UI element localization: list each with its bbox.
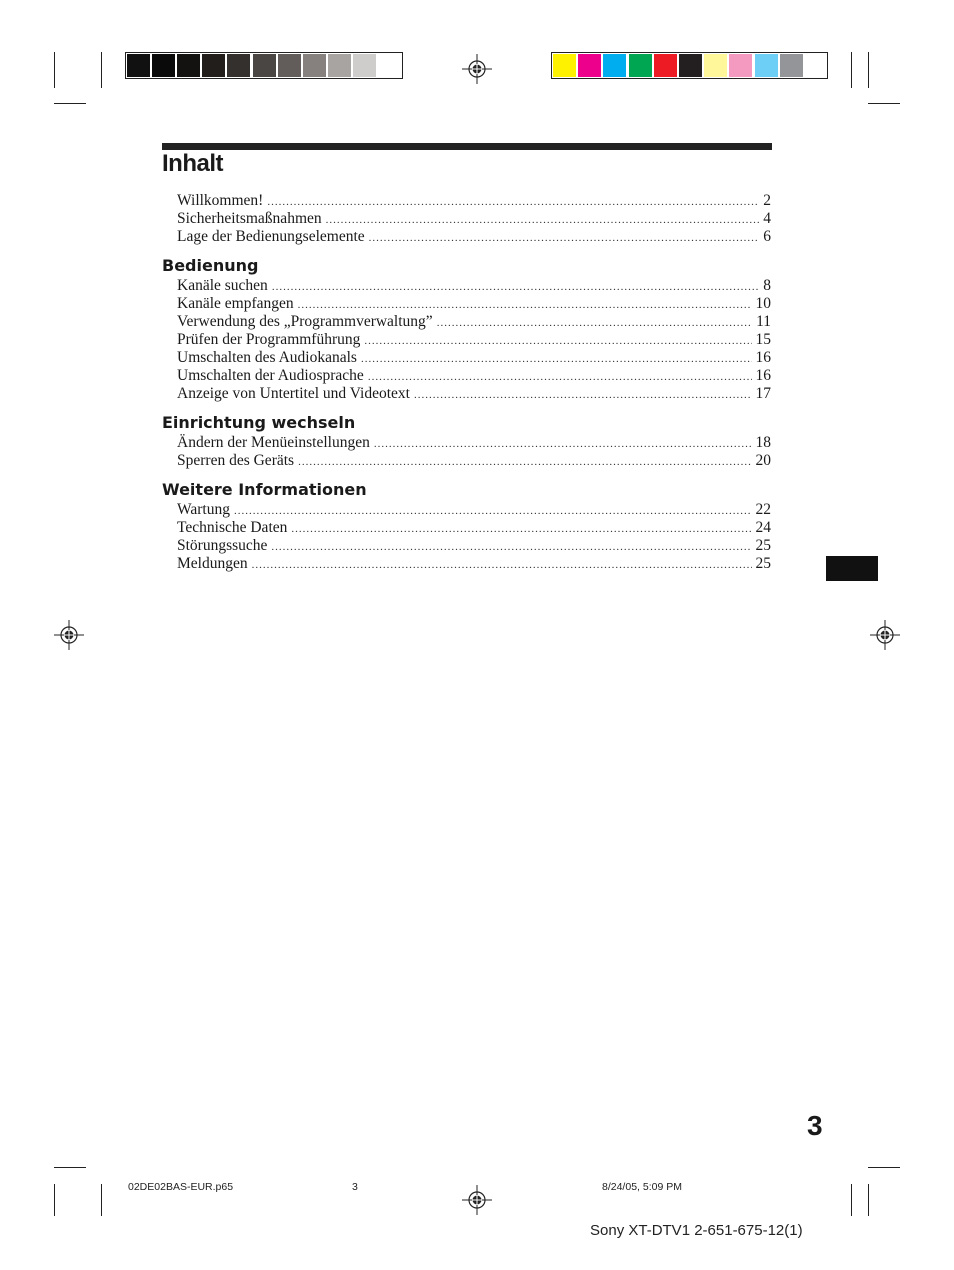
toc-leader-dots [361,350,752,368]
toc-entry-label: Sicherheitsmaßnahmen [177,210,322,227]
color-swatch [654,54,677,77]
slug-page: 3 [352,1181,358,1193]
toc-entry [177,501,771,519]
toc-entry [177,434,771,452]
toc-entry-label: Wartung [177,501,230,518]
toc-entry-label: Meldungen [177,555,248,572]
color-swatch [755,54,778,77]
color-swatch [679,54,702,77]
toc-entry-label: Umschalten des Audiokanals [177,349,357,366]
color-swatch [578,54,601,77]
toc-entry-page: 20 [755,452,771,469]
toc-entry [177,313,771,331]
toc-entry [177,452,771,470]
toc-entry-page: 2 [763,192,771,209]
color-swatch [177,54,200,77]
color-swatch [378,54,401,77]
color-swatch [278,54,301,77]
toc-entry [177,349,771,367]
toc-entry-label: Kanäle empfangen [177,295,294,312]
toc-entry [177,385,771,403]
toc-entry-label: Umschalten der Audiosprache [177,367,364,384]
toc-entry-page: 4 [763,210,771,227]
toc-entry-page: 10 [755,295,771,312]
registration-mark-left-icon [54,620,84,650]
section-heading: Einrichtung wechseln [162,413,356,432]
toc-entry-label: Kanäle suchen [177,277,268,294]
toc-entry-label: Lage der Bedienungselemente [177,228,365,245]
color-swatch [780,54,803,77]
color-swatch [603,54,626,77]
registration-mark-right-icon [870,620,900,650]
grayscale-bar [125,52,403,79]
toc-entry-page: 24 [755,519,771,536]
page-number: 3 [807,1110,823,1141]
color-swatch [553,54,576,77]
toc-entry-page: 11 [756,313,771,330]
toc-leader-dots [368,368,752,386]
color-swatch [704,54,727,77]
color-swatch [202,54,225,77]
section-heading: Weitere Informationen [162,480,367,499]
toc-entry [177,537,771,555]
toc-entry-page: 16 [755,367,771,384]
color-swatch [227,54,250,77]
toc-leader-dots [298,296,752,314]
toc-leader-dots [234,502,752,520]
toc-entry [177,519,771,537]
toc-leader-dots [271,538,751,556]
color-swatch [629,54,652,77]
toc-leader-dots [369,229,760,247]
toc-entry-page: 8 [763,277,771,294]
section-heading: Bedienung [162,256,259,275]
color-bar [551,52,828,79]
toc-leader-dots [326,211,760,229]
toc-entry-label: Prüfen der Programmführung [177,331,361,348]
toc-entry-page: 16 [755,349,771,366]
toc-entry-page: 18 [755,434,771,451]
toc-leader-dots [272,278,759,296]
color-swatch [353,54,376,77]
color-swatch [152,54,175,77]
toc-entry [177,210,771,228]
toc-entry-page: 6 [763,228,771,245]
toc-entry-label: Technische Daten [177,519,288,536]
toc-leader-dots [437,314,752,332]
toc-entry [177,228,771,246]
toc-leader-dots [267,193,759,211]
toc-entry-label: Anzeige von Untertitel und Videotext [177,385,410,402]
toc-entry-page: 25 [755,537,771,554]
toc-entry-page: 22 [755,501,771,518]
toc-entry-label: Willkommen! [177,192,264,209]
color-swatch [253,54,276,77]
slug-date: 8/24/05, 5:09 PM [602,1181,682,1193]
toc-entry [177,331,771,349]
toc-entry-label: Verwendung des „Programmverwaltung” [177,313,433,330]
toc-entry [177,192,771,210]
toc-leader-dots [414,386,752,404]
toc-entry-page: 25 [755,555,771,572]
toc-entry-label: Störungssuche [177,537,268,554]
color-swatch [127,54,150,77]
toc-leader-dots [291,520,751,538]
toc-entry-page: 15 [755,331,771,348]
slug-filename: 02DE02BAS-EUR.p65 [128,1181,234,1193]
color-swatch [729,54,752,77]
toc-entry [177,367,771,385]
toc-leader-dots [364,332,751,350]
model-line: Sony XT-DTV1 2-651-675-12(1) [590,1222,803,1239]
page-title: Inhalt [162,150,223,177]
toc-entry [177,295,771,313]
toc-entry-page: 17 [755,385,771,402]
color-swatch [328,54,351,77]
toc-entry [177,277,771,295]
toc-leader-dots [298,453,751,471]
toc-entry-label: Ändern der Menüeinstellungen [177,434,370,451]
language-thumb-tab [826,556,878,581]
toc-leader-dots [374,435,752,453]
registration-mark-bottom-icon [462,1185,492,1215]
toc-entry [177,555,771,573]
registration-mark-top-icon [462,54,492,84]
toc-leader-dots [252,556,752,574]
toc-entry-label: Sperren des Geräts [177,452,295,469]
title-rule [162,143,772,150]
color-swatch [303,54,326,77]
